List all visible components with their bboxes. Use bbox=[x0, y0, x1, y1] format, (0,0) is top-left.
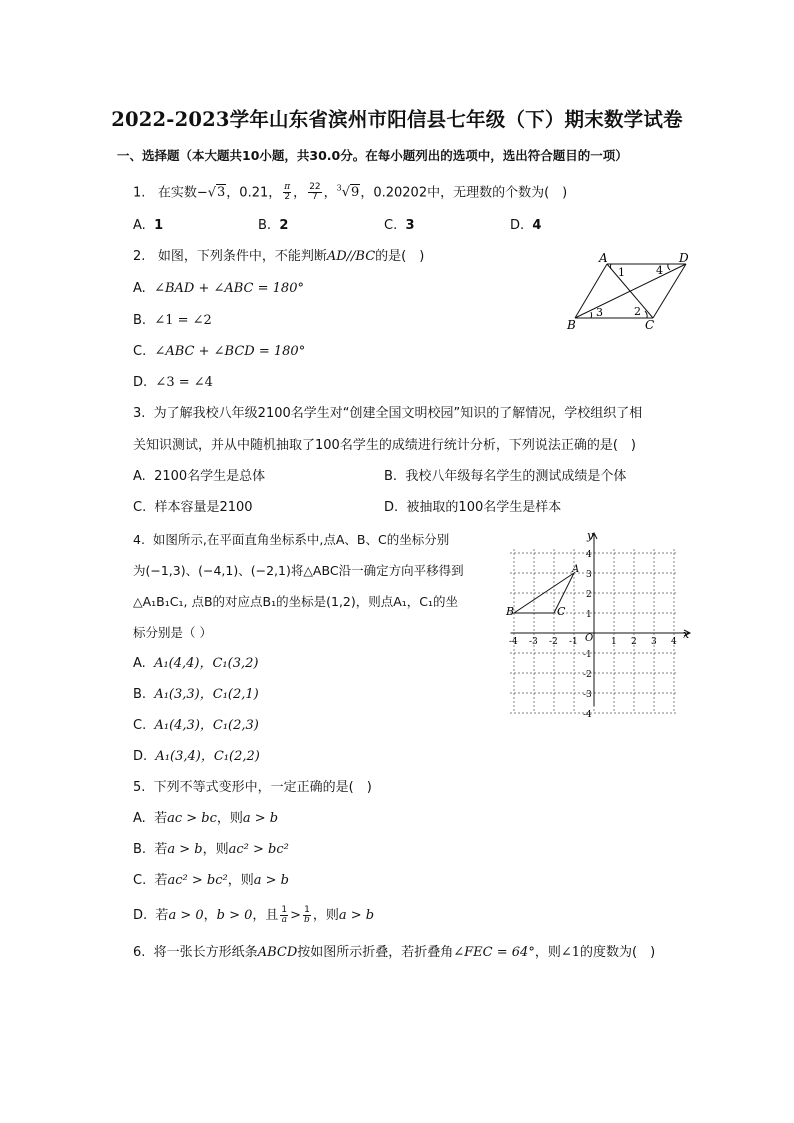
q2-option-c: C. ∠ABC + ∠BCD = 180° bbox=[133, 344, 306, 359]
label-angle-1: 1 bbox=[618, 266, 625, 279]
q1-option-d: D. 4 bbox=[510, 218, 542, 233]
angle-1-arc bbox=[610, 264, 611, 269]
q2-option-d: D. ∠3 = ∠4 bbox=[133, 375, 213, 390]
q2-option-b: B. ∠1 = ∠2 bbox=[133, 313, 212, 328]
origin-label: O bbox=[585, 633, 594, 644]
q5-number: 5. bbox=[133, 780, 146, 795]
q4-option-d: D. A₁(3,4)，C₁(2,2) bbox=[133, 749, 260, 764]
point-b-label: B bbox=[506, 605, 515, 618]
q3-stem-line1: 3. 为了解我校八年级2100名学生对“创建全国文明校园”知识的了解情况，学校组织了相 bbox=[133, 406, 643, 421]
q4-coordinate-grid bbox=[506, 529, 690, 720]
q3-option-a: A. 2100名学生是总体 bbox=[133, 469, 266, 484]
y-tick-label: -3 bbox=[583, 690, 592, 700]
label-a: A bbox=[599, 251, 608, 265]
label-angle-4: 4 bbox=[656, 264, 663, 277]
q4-stem-line2: 为(−1,3)、(−4,1)、(−2,1)将△ABC沿一确定方向平移得到 bbox=[133, 563, 464, 578]
label-c: C bbox=[645, 318, 655, 332]
x-axis-label: x bbox=[683, 628, 690, 641]
q4-number: 4. bbox=[133, 532, 145, 547]
x-tick-label: -3 bbox=[529, 637, 538, 647]
q1-option-a: A. 1 bbox=[133, 218, 164, 233]
point-c-label: C bbox=[557, 605, 566, 618]
y-tick-label: -4 bbox=[583, 710, 592, 720]
angle-3-arc bbox=[591, 312, 592, 318]
point-a-label: A bbox=[572, 564, 580, 575]
q2-number: 2. bbox=[133, 249, 146, 264]
page-title: 2022-2023学年山东省滨州市阳信县七年级（下）期末数学试卷 bbox=[111, 108, 683, 131]
x-tick-label: 1 bbox=[611, 637, 617, 647]
q1-option-c: C. 3 bbox=[384, 218, 415, 233]
q1-option-b: B. 2 bbox=[258, 218, 289, 233]
x-tick-label: 4 bbox=[671, 637, 677, 647]
angle-4-arc bbox=[668, 264, 670, 270]
q5-stem: 5. 下列不等式变形中，一定正确的是( ) bbox=[133, 780, 372, 795]
q2-stem: 2. 如图，下列条件中，不能判断AD//BC的是( ) bbox=[133, 249, 425, 264]
q4-option-c: C. A₁(4,3)，C₁(2,3) bbox=[133, 718, 259, 733]
y-tick-label: 1 bbox=[586, 610, 592, 620]
label-angle-2: 2 bbox=[634, 305, 641, 318]
q4-option-a: A. A₁(4,4)，C₁(3,2) bbox=[133, 656, 259, 671]
q4-stem-line4: 标分别是（ ） bbox=[133, 625, 212, 640]
q1-number: 1. bbox=[133, 185, 146, 201]
y-tick-label: -2 bbox=[583, 670, 592, 680]
q2-option-a: A. ∠BAD + ∠ABC = 180° bbox=[133, 281, 304, 296]
y-tick-label: 3 bbox=[586, 570, 592, 580]
label-b: B bbox=[567, 318, 576, 332]
q4-stem-line1: 4. 如图所示,在平面直角坐标系中,点A、B、C的坐标分别 bbox=[133, 532, 450, 547]
q3-option-c: C. 样本容量是2100 bbox=[133, 500, 253, 515]
label-angle-3: 3 bbox=[596, 306, 603, 319]
y-tick-label: -1 bbox=[583, 650, 592, 660]
q3-option-b: B. 我校八年级每名学生的测试成绩是个体 bbox=[384, 469, 627, 484]
q4-stem-line3: △A₁B₁C₁, 点B的对应点B₁的坐标是(1,2)，则点A₁，C₁的坐 bbox=[133, 594, 459, 609]
q5-option-b: B. 若a > b，则ac² > bc² bbox=[133, 842, 289, 857]
q5-option-d: D. 若a > 0，b > 0，且 $\frac{1}{a}$ > $\frac{1}{b}$ ，则a > b bbox=[133, 905, 375, 925]
x-tick-label: 2 bbox=[631, 637, 637, 647]
y-tick-label: 2 bbox=[586, 590, 592, 600]
y-tick-label: 4 bbox=[586, 550, 592, 560]
q6-stem: 6. 将一张长方形纸条ABCD按如图所示折叠，若折叠角∠FEC = 64°，则∠1的度数为( ) bbox=[133, 945, 656, 960]
x-tick-label: 3 bbox=[651, 637, 657, 647]
q5-option-c: C. 若ac² > bc²，则a > b bbox=[133, 873, 289, 888]
q6-number: 6. bbox=[133, 945, 146, 960]
label-d: D bbox=[679, 251, 689, 265]
q3-stem-line2: 关知识测试，并从中随机抽取了100名学生的成绩进行统计分析，下列说法正确的是( ) bbox=[133, 438, 636, 453]
q5-option-a: A. 若ac > bc，则a > b bbox=[133, 811, 279, 826]
q2-parallelogram-figure bbox=[565, 250, 695, 330]
x-tick-label: -2 bbox=[549, 637, 558, 647]
q1-stem: 1. 在实数−√3，0.21， $\frac{\pi}{2}$ ， $\frac{22}{7}$ ，$^3$√9，0.20202中，无理数的个数为( ) bbox=[133, 182, 568, 203]
q3-option-d: D. 被抽取的100名学生是样本 bbox=[384, 500, 562, 515]
angle-2-arc bbox=[645, 311, 647, 318]
y-axis-label: y bbox=[587, 529, 594, 542]
x-tick-label: -1 bbox=[569, 637, 578, 647]
q3-number: 3. bbox=[133, 406, 146, 421]
x-tick-label: -4 bbox=[509, 637, 518, 647]
q4-option-b: B. A₁(3,3)，C₁(2,1) bbox=[133, 687, 259, 702]
section-heading: 一、选择题（本大题共10小题，共30.0分。在每小题列出的选项中，选出符合题目的一项） bbox=[117, 148, 628, 163]
